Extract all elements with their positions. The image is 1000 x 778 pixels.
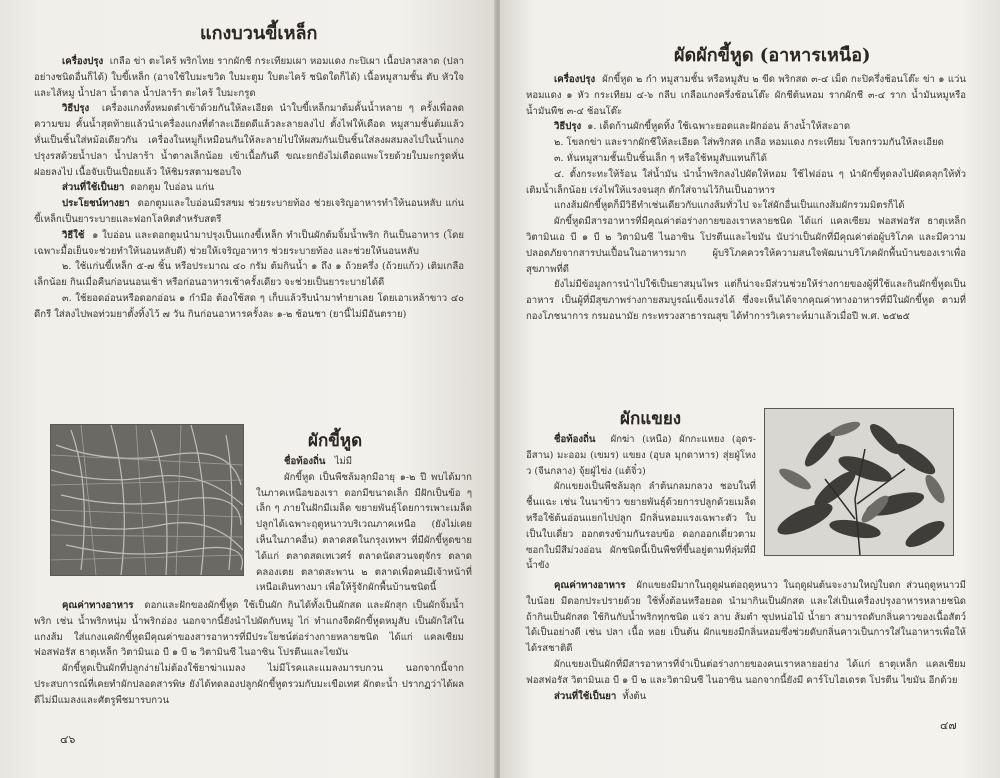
khayaeng-nutrition-line: [526, 578, 966, 657]
nutrition-line: [34, 598, 464, 661]
nutrition-text: ดอกและฝักของผักขี้หูด ใช้เป็นผัก กินได้ทั้งเป็นผักสด และผักสุก เป็นผักจิ้มน้ำพริก เช่น น้ำพริกหนุ่ม น้ำพริกอ่อง นอกจากนี้ยังนำไปผัดกับหมู ไก่ ทำแกงจืดผักขี้หูดหมูสับ เป็นผักใส่ในแกงส้ม ใส่แกงแคผักขี้หูดมีคุณค่าของสารอาหารที่มีประโยชน์ต่อร่างกายหลายชนิด ได้แก่ แคลเซียม ฟอสฟอรัส ธาตุเหล็ก วิตามินเอ บี ๑ บี ๒ วิตามินซี ไนอาซิน โปรตีนและไขมัน: [34, 600, 464, 659]
stir-fry-step-4: ๔. ตั้งกระทะให้ร้อน ใส่น้ำมัน นำน้ำพริกลงไปผัดให้หอม ใช้ไฟอ่อน ๆ นำผักขี้หูดลงไปผัดคลุกให้ทั่ว เติมน้ำเล็กน้อย เร่งไฟให้แรงจนสุก ตักใส่จานไว้กินเป็นอาหาร: [526, 168, 966, 196]
recipe-ingredients: [34, 54, 464, 101]
recipe-ingredients-label: เครื่องปรุง: [62, 56, 104, 67]
stir-fry-recipe: [526, 72, 966, 325]
stir-fry-para-2: ผักขี้หูดมีสารอาหารที่มีคุณค่าต่อร่างกายของเราหลายชนิด ได้แก่ แคลเซียม ฟอสฟอรัส ธาตุเหล็ก วิตามินเอ บี ๑ บี ๒ วิตามินซี ไนอาซิน โปรตีนและไขมัน นับว่าเป็นผักที่มีคุณค่าต่อผู้บริโภค และมีความปลอดภัยจากสารปนเปื้อนในอาหารมาก ผู้บริโภคควรให้ความสนใจพัฒนาบริโภคผักพื้นบ้านของเราเพื่อสุขภาพที่ดี: [526, 216, 966, 275]
recipe-usage-2: [34, 259, 464, 291]
recipe-medicinal-part: [34, 180, 464, 196]
left-page-title: แกงบวนขี้เหล็ก: [200, 23, 318, 44]
recipe-benefit: [34, 196, 464, 228]
pak-khayaeng-title: ผักแขยง: [620, 409, 682, 429]
kaeng-buan-recipe: [34, 54, 464, 323]
khayaeng-nutrition-label: คุณค่าทางอาหาร: [554, 580, 626, 591]
right-page-number: ๔๗: [940, 719, 957, 732]
left-page-number: ๔๖: [60, 733, 76, 746]
stir-fry-para-3: ยังไม่มีข้อมูลการนำไปใช้เป็นยาสมุนไพร แต่ก็น่าจะมีส่วนช่วยให้ร่างกายของผู้ที่ใช้และกินผักขี้หูดเป็นอาหาร เป็นผู้ที่มีสุขภาพร่างกายสมบูรณ์แข็งแรงได้ ซึ่งจะเห็นได้จากคุณค่าทางอาหารที่มีในผักขี้หูด ตามที่กองโภชนาการ กรมอนามัย กระทรวงสาธารณสุข ได้ทำการวิเคราะห์มาแล้วเมื่อปี พ.ศ. ๒๕๒๕: [526, 279, 966, 322]
recipe-usage-text: ๑ ใบอ่อน และดอกตูมนำมาปรุงเป็นแกงขี้เหล็ก ทำเป็นผักต้มจิ้มน้ำพริก กินเป็นอาหาร (โดยเฉพาะมื้อเย็นจะช่วยทำให้นอนหลับดี) ช่วยให้เจริญอาหาร ช่วยระบายท้อง และช่วยให้นอนหลับ: [34, 229, 465, 257]
khayaeng-local-name-line: [526, 432, 756, 479]
local-name-value: ไม่มี: [334, 456, 353, 467]
local-name-label: ชื่อท้องถิ่น: [284, 456, 326, 467]
stir-fry-step-1: ๑. เด็ดก้านผักขี้หูดทิ้ง ใช้เฉพาะยอดและฝักอ่อน ล้างน้ำให้สะอาด: [587, 121, 851, 133]
nutrition-label: คุณค่าทางอาหาร: [62, 600, 134, 611]
recipe-medicinal-part-text: ดอกตูม ใบอ่อน แก่น: [130, 182, 215, 194]
left-page: [0, 0, 497, 778]
khayaeng-local-name-label: ชื่อท้องถิ่น: [554, 434, 596, 445]
recipe-usage-2-text: ๒. ใช้แก่นขี้เหล็ก ๕-๗ ชิ้น หรือประมาณ ๔๐ กรัม ต้มกินน้ำ ๑ ถึง ๑ ถ้วยครึ่ง (ถ้วยแก้ว) เติมเกลือเล็กน้อย กินเมื่อคืนก่อนนอนเช้า หรือก่อนอาหารเช้าครั้งเดียว จะช่วยเป็นยาระบายได้ดี: [34, 261, 464, 289]
recipe-ingredients-text: เกลือ ข่า ตะไคร้ พริกไทย รากผักชี กระเทียมเผา หอมแดง กะปิเผา เนื้อปลาสลาด (ปลาอย่างชนิดอื่นก็ได้) ใบขี้เหล็ก (อาจใช้ใบมะขวิด ใบมะตูม ใบตะไคร้ ชนิดใดก็ได้) เนื้อหมูสามชั้น ตับ หัวใจ และไส้หมู น้ำปลา น้ำตาล น้ำปลาร้า ตะไคร้ ใบมะกรูด: [34, 56, 464, 99]
khayaeng-nutrition-2: ผักแขยงเป็นผักที่มีสารอาหารที่จำเป็นต่อร่างกายของคนเราหลายอย่าง ได้แก่ ธาตุเหล็ก แคลเซียม ฟอสฟอรัส วิตามินเอ บี ๑ บี ๒ และวิตามินซี ไนอาซิน นอกจากนี้ยังมี คาร์โบไฮเดรต โปรตีน ไขมัน อีกด้วย: [526, 658, 966, 686]
recipe-method: [34, 101, 464, 180]
pak-khayaeng-nutrition: [526, 578, 966, 704]
pak-khayaeng-photo: [764, 408, 954, 556]
stir-fry-para-1: แกงส้มผักขี้หูดก็มีวิธีทำเช่นเดียวกับแกงส้มทั่วไป จะใส่ผักอื่นเป็นแกงส้มผักรวมมิตรก็ได้: [554, 200, 905, 212]
khayaeng-nutrition-text: ผักแขยงมีมากในฤดูฝนต่อฤดูหนาว ในฤดูฝนต้นจะงามใหญ่ใบดก ส่วนฤดูหนาวมีใบน้อย มีดอกประปรายด้วย ใช้ทั้งต้อนหรือยอด นำมากินเป็นผักสด และใส่เป็นเครื่องปรุงอาหารหลายชนิด ถ้ากินเป็นผักสด ใช้กินกับน้ำพริกทุกชนิด แจ่ว ลาบ ส้มตำ ซุปหน่อไม้ น้ำยา สามารถดับกลิ่นคาวของเนื้อสัตว์ได้เป็นอย่างดี เช่น ปลา เนื้อ หอย เป็นต้น ผักแขยงมีกลิ่นหอมซึ่งช่วยดับกลิ่นคาวเป็นการใส่ในอาหารเพื่อให้ได้รสชาติดี: [526, 580, 966, 655]
stir-fry-ingredients-text: ผักขี้หูด ๒ กำ หมูสามชั้น หรือหมูสับ ๒ ขีด พริกสด ๓-๔ เม็ด กะปิครึ่งช้อนโต๊ะ ข่า ๑ แว่น หอมแดง ๑ หัว กระเทียม ๔-๖ กลีบ เกลือแกงครึ่งช้อนโต๊ะ ผักชีต้นหอม รากผักชี ๓-๔ ราก น้ำมันหมูหรือน้ำมันพืช ๓-๔ ช้อนโต๊ะ: [526, 74, 966, 117]
description-text: ผักขี้หูด เป็นพืชล้มลุกมีอายุ ๑-๒ ปี พบได้มากในภาคเหนือของเรา ดอกมีขนาดเล็ก มีฝักเป็นข้อ ๆ เล็ก ๆ ภายในฝักมีเมล็ด ขยายพันธุ์โดยการเพาะเมล็ด ปลูกได้เฉพาะฤดูหนาวบริเวณภาคเหนือ (ยังไม่เคยเห็นในภาคอื่น) ตลาดสดในกรุงเทพฯ ที่มีผักขี้หูดขาย ได้แก่ ตลาดสดเทเวศร์ ตลาดนัดสวนจตุจักร ตลาดคลองเตย ตลาดสะพาน ๒ ตลาดเพื่อคนมีเจ้าหน้าที่เหนือเดินทางมา เพื่อให้รู้จักผักพื้นบ้านชนิดนี้: [256, 471, 472, 594]
pak-khayaeng-description: [526, 432, 756, 574]
recipe-method-text: เครื่องแกงทั้งหมดตำเข้าด้วยกันให้ละเอียด นำใบขี้เหล็กมาต้มคั้นน้ำหลาย ๆ ครั้งเพื่อลดความขม คั้นน้ำสุดท้ายแล้วนำเครื่องแกงที่ตำละเอียดดีแล้วละลายลงไป ตั้งไฟให้เดือด หมูสามชั้นต้มแล้วหั่นเป็นชิ้นใส่หม้อเดียวกัน เครื่องในหมูก็เหมือนกันให้ละลายไปให้ผสมกันเป็นชิ้นใส่ลงผสมลงไปในน้ำแกง ปรุงรสด้วยน้ำปลา น้ำปลาร้า น้ำตาลเล็กน้อย เข้าเนื้อกันดี ขณะยกยังไม่เดือดแพะโรยด้วยใบมะกรูดหั่นฝอยลงไป เนื้อจับเป็นเปื่อยแล้ว ให้ชิมรสตามชอบใจ: [34, 103, 464, 178]
khayaeng-medicinal-line: [526, 689, 966, 705]
recipe-benefit-text: ดอกตูมและใบอ่อนมีรสขม ช่วยระบายท้อง ช่วยเจริญอาหารทำให้นอนหลับ แก่นขี้เหล็กเป็นยาระบายและฟอกโลหิตสำหรับสตรี: [34, 198, 464, 225]
khayaeng-medicinal-value: ทั้งต้น: [622, 690, 647, 702]
closing-text: ผักขี้หูดเป็นผักที่ปลูกง่ายไม่ต้องใช้ยาฆ่าแมลง ไม่มีโรคและแมลงมารบกวน นอกจากนี้จากประสบการณ์ที่เคยทำผักปลอดสารพิษ ยังได้ทดลองปลูกผักขี้หูดรวมกับมะเขือเทศ ผักตะน้ำ ปรากฏว่าได้ผลดีไม่มีแมลงและศัตรูพืชมารบกวน: [34, 663, 464, 706]
stir-fry-method-label: วิธีปรุง: [554, 121, 582, 133]
stir-fry-method: [526, 119, 966, 135]
recipe-medicinal-part-label: ส่วนที่ใช้เป็นยา: [62, 182, 125, 194]
stir-fry-step-3: ๓. หั่นหมูสามชั้นเป็นชิ้นเล็ก ๆ หรือใช้หมูสับแทนก็ได้: [554, 152, 767, 164]
pak-khi-hut-title: ผักขี้หูด: [308, 431, 363, 451]
khayaeng-medicinal-label: ส่วนที่ใช้เป็นยา: [554, 690, 617, 702]
stir-fry-step-2: ๒. โขลกข่า และรากผักชีให้ละเอียด ใส่พริกสด เกลือ หอมแดง กระเทียม โขลกรวมกันให้ละเอียด: [554, 137, 944, 149]
recipe-usage: [34, 228, 464, 260]
right-page-title: ผัดผักขี้หูด (อาหารเหนือ): [674, 45, 871, 66]
pak-khi-hut-photo: [50, 424, 244, 576]
recipe-usage-3: [34, 291, 464, 323]
recipe-benefit-label: ประโยชน์ทางยา: [62, 198, 130, 210]
khayaeng-local-name-value: ผักฆ่า (เหนือ) ผักกะแหยง (อุดร-อีสาน) มะออม (เขมร) แขยง (อุบล มุกดาหาร) สุ่ยฝู่โหงว (จีนกลาง) จุ้ยฝู่ไข่ง (แต้จิ๋ว): [526, 434, 756, 477]
right-page: [500, 0, 1000, 778]
recipe-usage-3-text: ๓. ใช้ยอดอ่อนหรือดอกอ่อน ๑ กำมือ ต้องใช้สด ๆ เก็บแล้วรีบนำมาทำยาเลย โดยเอาเหล้าขาว ๔๐ ดีกรี ใส่ลงไปพอท่วมยาตั้งทิ้งไว้ ๗ วัน กินก่อนอาหารครั้งละ ๑-๒ ช้อนชา (ยานี้ไม่มีอันตราย): [34, 292, 464, 320]
khayaeng-description-text: ผักแขยงเป็นพืชล้มลุก ลำต้นกลมกลวง ชอบในที่ชื้นแฉะ เช่น ในนาข้าว ขยายพันธุ์ด้วยการปลูกด้วยเมล็ด หรือใช้ต้นอ่อนแยกไปปลูก มีกลิ่นหอมแรงเฉพาะตัว ใบเป็นใบเดี่ยว ออกตรงข้ามกันรอบข้อ ดอกออกเดี่ยวตามซอกใบมีสีม่วงอ่อน ผักชนิดนี้เป็นพืชที่ขึ้นอยู่ตามที่ลุ่มที่มีน้ำขัง: [526, 481, 756, 572]
pak-khi-hut-nutrition: [34, 598, 464, 709]
local-name-line: [256, 454, 472, 470]
stir-fry-ingredients: [526, 72, 966, 119]
recipe-method-label: วิธีปรุง: [62, 103, 90, 115]
recipe-usage-label: วิธีใช้: [62, 229, 85, 241]
stir-fry-ingredients-label: เครื่องปรุง: [554, 74, 596, 85]
pak-khi-hut-description: [256, 454, 472, 596]
